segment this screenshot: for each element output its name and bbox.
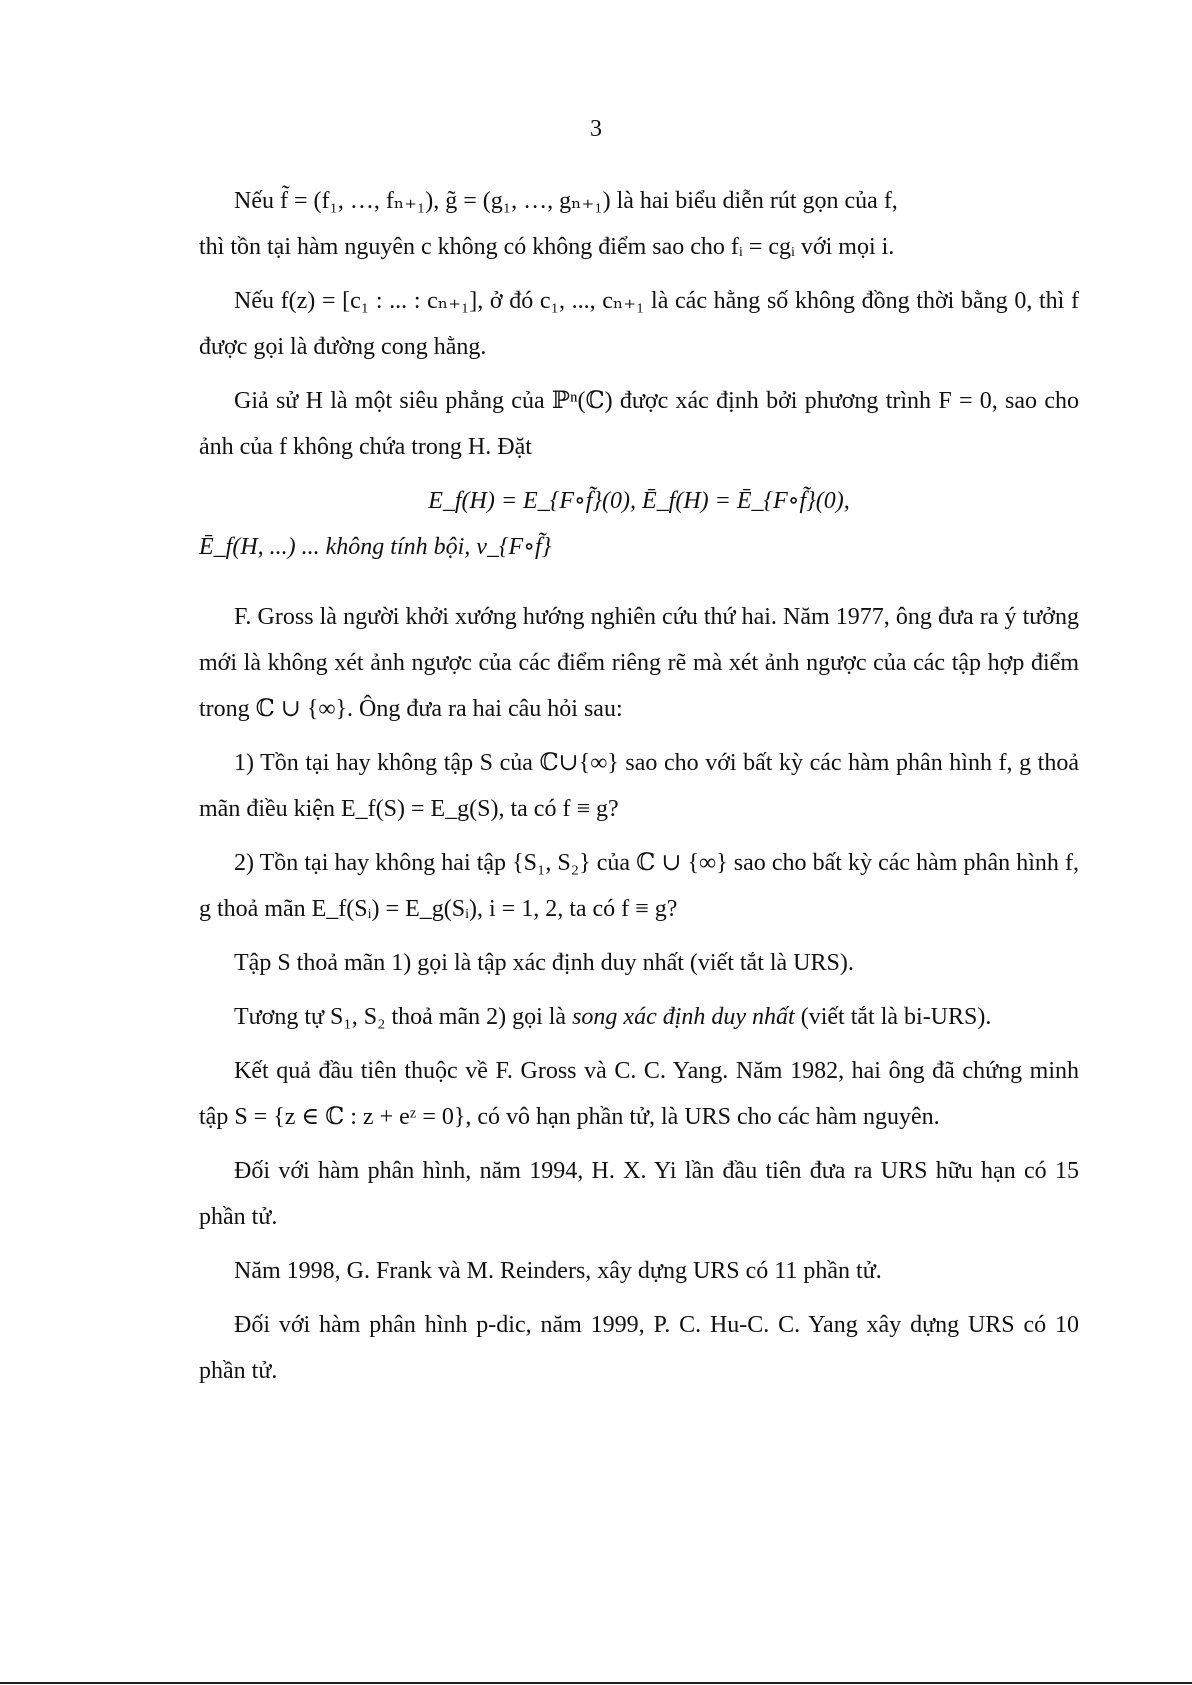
formula-line: E_f(H) = E_{F∘f̃}(0), Ē_f(H) = Ē_{F∘f̃}(0),: [428, 488, 850, 514]
paragraph: Tập S thoả mãn 1) gọi là tập xác định duy nhất (viết tắt là URS).: [234, 950, 854, 976]
paragraph: Đối với hàm phân hình p-dic, năm 1999, P. C. Hu-C. C. Yang xây dựng URS có 10 phần tử.: [199, 1312, 1079, 1384]
paragraph: Năm 1998, G. Frank và M. Reinders, xây dựng URS có 11 phần tử.: [234, 1258, 882, 1284]
text-span: Tương tự S₁, S₂ thoả mãn 2) gọi là: [234, 1004, 573, 1030]
page-number: 3: [590, 116, 602, 142]
paragraph: Giả sử H là một siêu phẳng của ℙⁿ(ℂ) được xác định bởi phương trình F = 0, sao cho ảnh của f không chứa trong H. Đặt: [199, 388, 1079, 460]
emphasis-text: song xác định duy nhất: [572, 1004, 795, 1030]
formula-line: Ē_f(H, ...) ... không tính bội, v_{F∘f̃}: [199, 534, 552, 560]
paragraph: 2) Tồn tại hay không hai tập {S₁, S₂} của ℂ ∪ {∞} sao cho bất kỳ các hàm phân hình f, g thoả mãn E_f(Sᵢ) = E_g(Sᵢ), i = 1, 2, ta có f ≡ g?: [199, 850, 1079, 922]
paragraph: thì tồn tại hàm nguyên c không có không điểm sao cho fᵢ = cgᵢ với mọi i.: [199, 234, 895, 260]
paragraph: F. Gross là người khởi xướng hướng nghiên cứu thứ hai. Năm 1977, ông đưa ra ý tưởng mới là không xét ảnh ngược của các điểm riêng rẽ mà xét ảnh ngược của các tập hợp điểm trong ℂ ∪ {∞}. Ông đưa ra hai câu hỏi sau:: [199, 604, 1079, 722]
paragraph: Nếu f(z) = [c₁ : ... : cₙ₊₁], ở đó c₁, ..., cₙ₊₁ là các hằng số không đồng thời bằng 0, thì f được gọi là đường cong hằng.: [199, 288, 1079, 360]
paragraph: 1) Tồn tại hay không tập S của ℂ∪{∞} sao cho với bất kỳ các hàm phân hình f, g thoả mãn điều kiện E_f(S) = E_g(S), ta có f ≡ g?: [199, 750, 1079, 822]
page-bottom-rule: [0, 1682, 1192, 1684]
paragraph: Kết quả đầu tiên thuộc về F. Gross và C. C. Yang. Năm 1982, hai ông đã chứng minh tập S = {z ∈ ℂ : z + eᶻ = 0}, có vô hạn phần tử, là URS cho các hàm nguyên.: [199, 1058, 1079, 1130]
paragraph: Đối với hàm phân hình, năm 1994, H. X. Yi lần đầu tiên đưa ra URS hữu hạn có 15 phần tử.: [199, 1158, 1079, 1230]
text-span: (viết tắt là bi-URS).: [794, 1004, 992, 1030]
paragraph: Nếu f̃ = (f₁, …, fₙ₊₁), g̃ = (g₁, …, gₙ₊₁) là hai biểu diễn rút gọn của f,: [234, 188, 898, 214]
paragraph: [199, 994, 1079, 1040]
body-text: [199, 178, 1079, 1402]
